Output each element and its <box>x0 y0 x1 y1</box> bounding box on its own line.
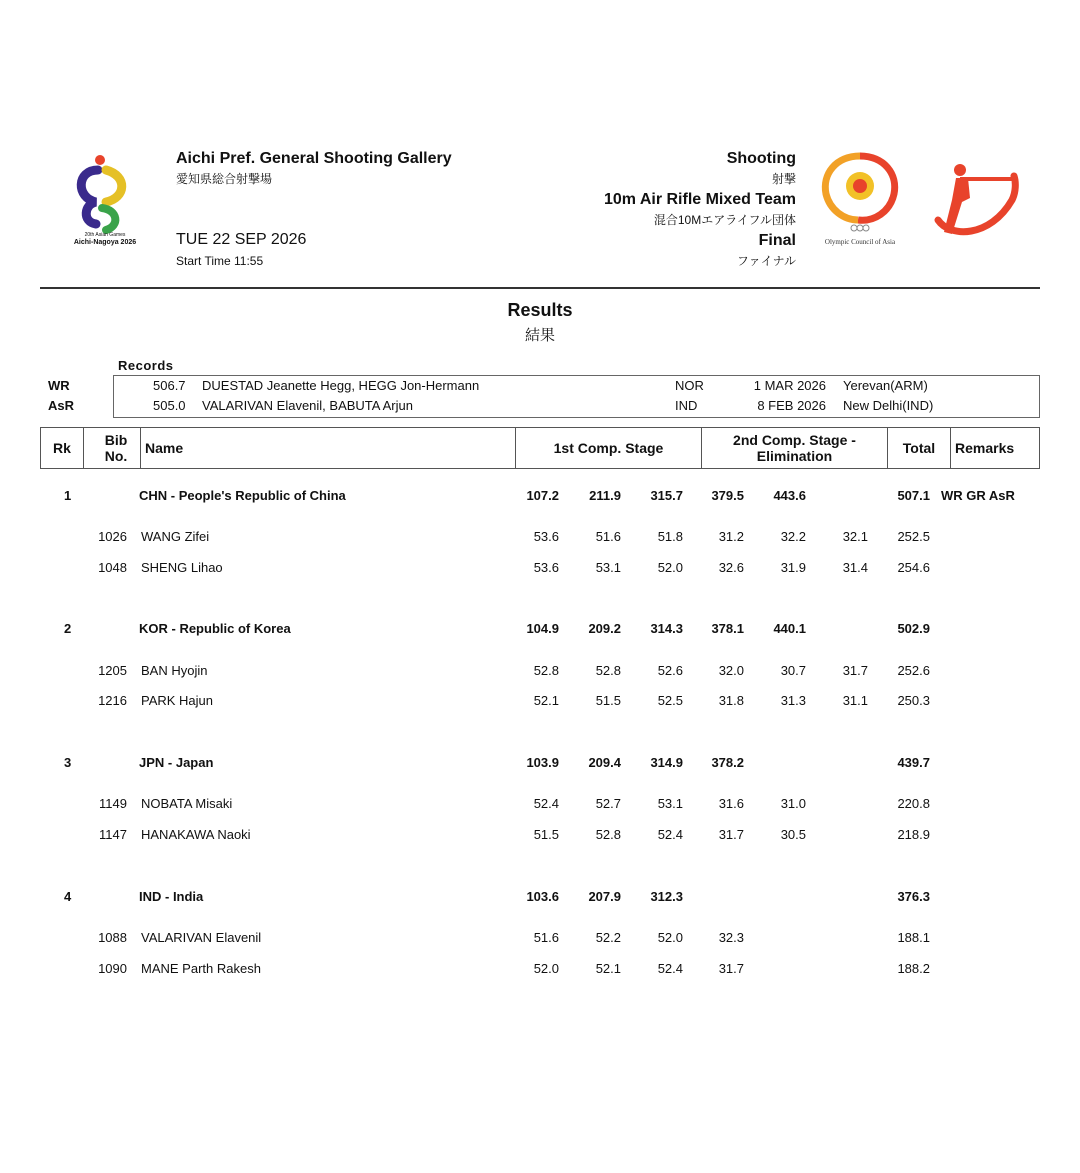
record-names: DUESTAD Jeanette Hegg, HEGG Jon-Hermann <box>202 378 480 393</box>
record-names: VALARIVAN Elavenil, BABUTA Arjun <box>202 398 413 413</box>
athlete-bib: 1090 <box>98 961 127 976</box>
score: 31.1 <box>842 693 868 708</box>
team-total: 507.1 <box>897 488 930 503</box>
score: 53.6 <box>533 529 559 544</box>
athlete-bib: 1149 <box>99 796 127 811</box>
score: 52.0 <box>657 930 683 945</box>
score: 30.5 <box>780 827 806 842</box>
team-name: CHN - People's Republic of China <box>139 488 346 503</box>
games-logo-line2: Aichi-Nagoya 2026 <box>73 239 137 246</box>
score: 314.3 <box>650 621 683 636</box>
score: 315.7 <box>650 488 683 503</box>
athlete-name: VALARIVAN Elavenil <box>141 930 262 945</box>
start-time: Start Time 11:55 <box>176 254 264 268</box>
score: 52.4 <box>533 796 559 811</box>
score: 378.2 <box>711 755 744 770</box>
score: 31.7 <box>718 961 744 976</box>
athlete-total: 220.8 <box>897 796 930 811</box>
athlete-row <box>0 961 1080 981</box>
athlete-total: 252.5 <box>897 529 930 544</box>
team-total: 439.7 <box>897 755 930 770</box>
athlete-name: NOBATA Misaki <box>141 796 233 811</box>
records-label: Records <box>118 358 174 373</box>
results-title-jp: 結果 <box>524 327 555 344</box>
score: 207.9 <box>588 889 621 904</box>
score: 52.7 <box>595 796 621 811</box>
team-name: IND - India <box>139 889 204 904</box>
score: 52.0 <box>533 961 559 976</box>
score: 52.5 <box>657 693 683 708</box>
team-remarks: WR GR AsR <box>941 488 1015 503</box>
team-total: 502.9 <box>897 621 930 636</box>
score: 443.6 <box>773 488 806 503</box>
athlete-row <box>0 560 1080 580</box>
athlete-total: 218.9 <box>897 827 930 842</box>
athlete-name: SHENG Lihao <box>141 560 223 575</box>
score: 53.1 <box>657 796 683 811</box>
record-score: 506.7 <box>153 378 186 393</box>
athlete-row <box>0 663 1080 683</box>
record-place: Yerevan(ARM) <box>843 378 928 393</box>
score: 32.6 <box>718 560 744 575</box>
col-stage2 <box>702 428 888 469</box>
results-table-header <box>40 427 1040 469</box>
athlete-bib: 1048 <box>98 560 127 575</box>
team-row <box>0 889 1080 909</box>
score: 53.6 <box>533 560 559 575</box>
record-score: 505.0 <box>153 398 186 413</box>
score: 379.5 <box>711 488 744 503</box>
score: 31.9 <box>780 560 806 575</box>
record-code: WR <box>48 378 70 393</box>
score: 52.8 <box>595 663 621 678</box>
athlete-total: 188.2 <box>897 961 930 976</box>
score: 52.0 <box>657 560 683 575</box>
team-rank: 4 <box>64 889 72 904</box>
athlete-row <box>0 827 1080 847</box>
team-rank: 1 <box>64 488 72 503</box>
score: 52.1 <box>533 693 559 708</box>
col-stage1: 1st Comp. Stage <box>516 428 702 469</box>
score: 211.9 <box>589 488 621 503</box>
venue-name-jp: 愛知県総合射撃場 <box>176 172 273 186</box>
score: 52.4 <box>657 827 683 842</box>
record-date: 8 FEB 2026 <box>757 398 826 413</box>
score: 51.8 <box>657 529 683 544</box>
athlete-total: 250.3 <box>897 693 930 708</box>
team-row <box>0 488 1080 508</box>
athlete-bib: 1205 <box>98 663 127 678</box>
score: 209.4 <box>588 755 621 770</box>
athlete-name: PARK Hajun <box>141 693 214 708</box>
score: 53.1 <box>595 560 621 575</box>
team-rank: 2 <box>64 621 72 636</box>
score: 32.2 <box>780 529 806 544</box>
score: 52.8 <box>533 663 559 678</box>
score: 107.2 <box>526 488 559 503</box>
score: 32.3 <box>718 930 744 945</box>
score: 31.6 <box>718 796 744 811</box>
athlete-bib: 1088 <box>98 930 127 945</box>
phase-name-jp: ファイナル <box>736 254 796 268</box>
score: 103.9 <box>526 755 559 770</box>
phase-name: Final <box>758 232 796 249</box>
score: 31.3 <box>780 693 806 708</box>
col-name: Name <box>141 428 516 469</box>
record-date: 1 MAR 2026 <box>753 378 826 393</box>
event-name: 10m Air Rifle Mixed Team <box>603 191 796 208</box>
col-remarks: Remarks <box>951 428 1040 469</box>
score: 52.8 <box>595 827 621 842</box>
athlete-name: HANAKAWA Naoki <box>141 827 251 842</box>
team-rank: 3 <box>64 755 72 770</box>
athlete-total: 252.6 <box>897 663 930 678</box>
oca-text: Olympic Council of Asia <box>824 238 896 246</box>
team-name: JPN - Japan <box>139 755 214 770</box>
athlete-name: MANE Parth Rakesh <box>141 961 261 976</box>
record-code: AsR <box>48 398 75 413</box>
col-bib <box>84 428 141 469</box>
score: 103.6 <box>526 889 559 904</box>
score: 314.9 <box>650 755 683 770</box>
col-rank: Rk <box>41 428 84 469</box>
team-row <box>0 755 1080 775</box>
score: 104.9 <box>526 621 559 636</box>
record-noc: IND <box>675 398 698 413</box>
rifle-shooter-icon <box>930 160 1022 240</box>
event-date: TUE 22 SEP 2026 <box>176 231 307 248</box>
results-title: Results <box>507 300 573 320</box>
score: 31.7 <box>718 827 744 842</box>
score: 51.6 <box>533 930 559 945</box>
score: 31.4 <box>842 560 868 575</box>
athlete-bib: 1026 <box>98 529 127 544</box>
oca-sun-icon <box>814 150 906 234</box>
athlete-total: 254.6 <box>897 560 930 575</box>
score: 209.2 <box>588 621 621 636</box>
team-row <box>0 621 1080 641</box>
score: 312.3 <box>650 889 683 904</box>
team-name: KOR - Republic of Korea <box>139 621 291 636</box>
athlete-total: 188.1 <box>897 930 930 945</box>
athlete-bib: 1147 <box>99 827 127 842</box>
athlete-name: WANG Zifei <box>141 529 210 544</box>
record-place: New Delhi(IND) <box>843 398 934 413</box>
score: 30.7 <box>780 663 806 678</box>
shooting-pictogram <box>930 160 1022 240</box>
score: 31.8 <box>718 693 744 708</box>
athlete-row <box>0 529 1080 549</box>
score: 52.6 <box>657 663 683 678</box>
score: 32.1 <box>842 529 868 544</box>
score: 378.1 <box>711 621 744 636</box>
venue-name: Aichi Pref. General Shooting Gallery <box>176 150 452 167</box>
col-total: Total <box>888 428 951 469</box>
score: 52.1 <box>595 961 621 976</box>
col-stage2-label: 2nd Comp. Stage - Elimination <box>733 432 856 464</box>
games-logo-line1: 20th Asian Games <box>84 232 126 238</box>
score: 52.4 <box>657 961 683 976</box>
header-divider <box>40 287 1040 289</box>
asian-games-logo <box>62 148 148 252</box>
score: 51.6 <box>595 529 621 544</box>
record-noc: NOR <box>675 378 704 393</box>
team-total: 376.3 <box>897 889 930 904</box>
score: 440.1 <box>773 621 806 636</box>
score: 52.2 <box>595 930 621 945</box>
event-name-jp: 混合10Mエアライフル団体 <box>653 213 796 227</box>
athlete-row <box>0 930 1080 950</box>
oca-logo <box>814 150 906 250</box>
athlete-name: BAN Hyojin <box>141 663 208 678</box>
athlete-bib: 1216 <box>98 693 127 708</box>
athlete-row <box>0 796 1080 816</box>
score: 32.0 <box>718 663 744 678</box>
col-bib-label: Bib No. <box>104 432 128 464</box>
athlete-row <box>0 693 1080 713</box>
score: 51.5 <box>533 827 559 842</box>
sport-name: Shooting <box>726 150 796 167</box>
score: 31.2 <box>718 529 744 544</box>
score: 51.5 <box>595 693 621 708</box>
score: 31.7 <box>842 663 868 678</box>
sport-name-jp: 射撃 <box>771 172 796 186</box>
score: 31.0 <box>780 796 806 811</box>
